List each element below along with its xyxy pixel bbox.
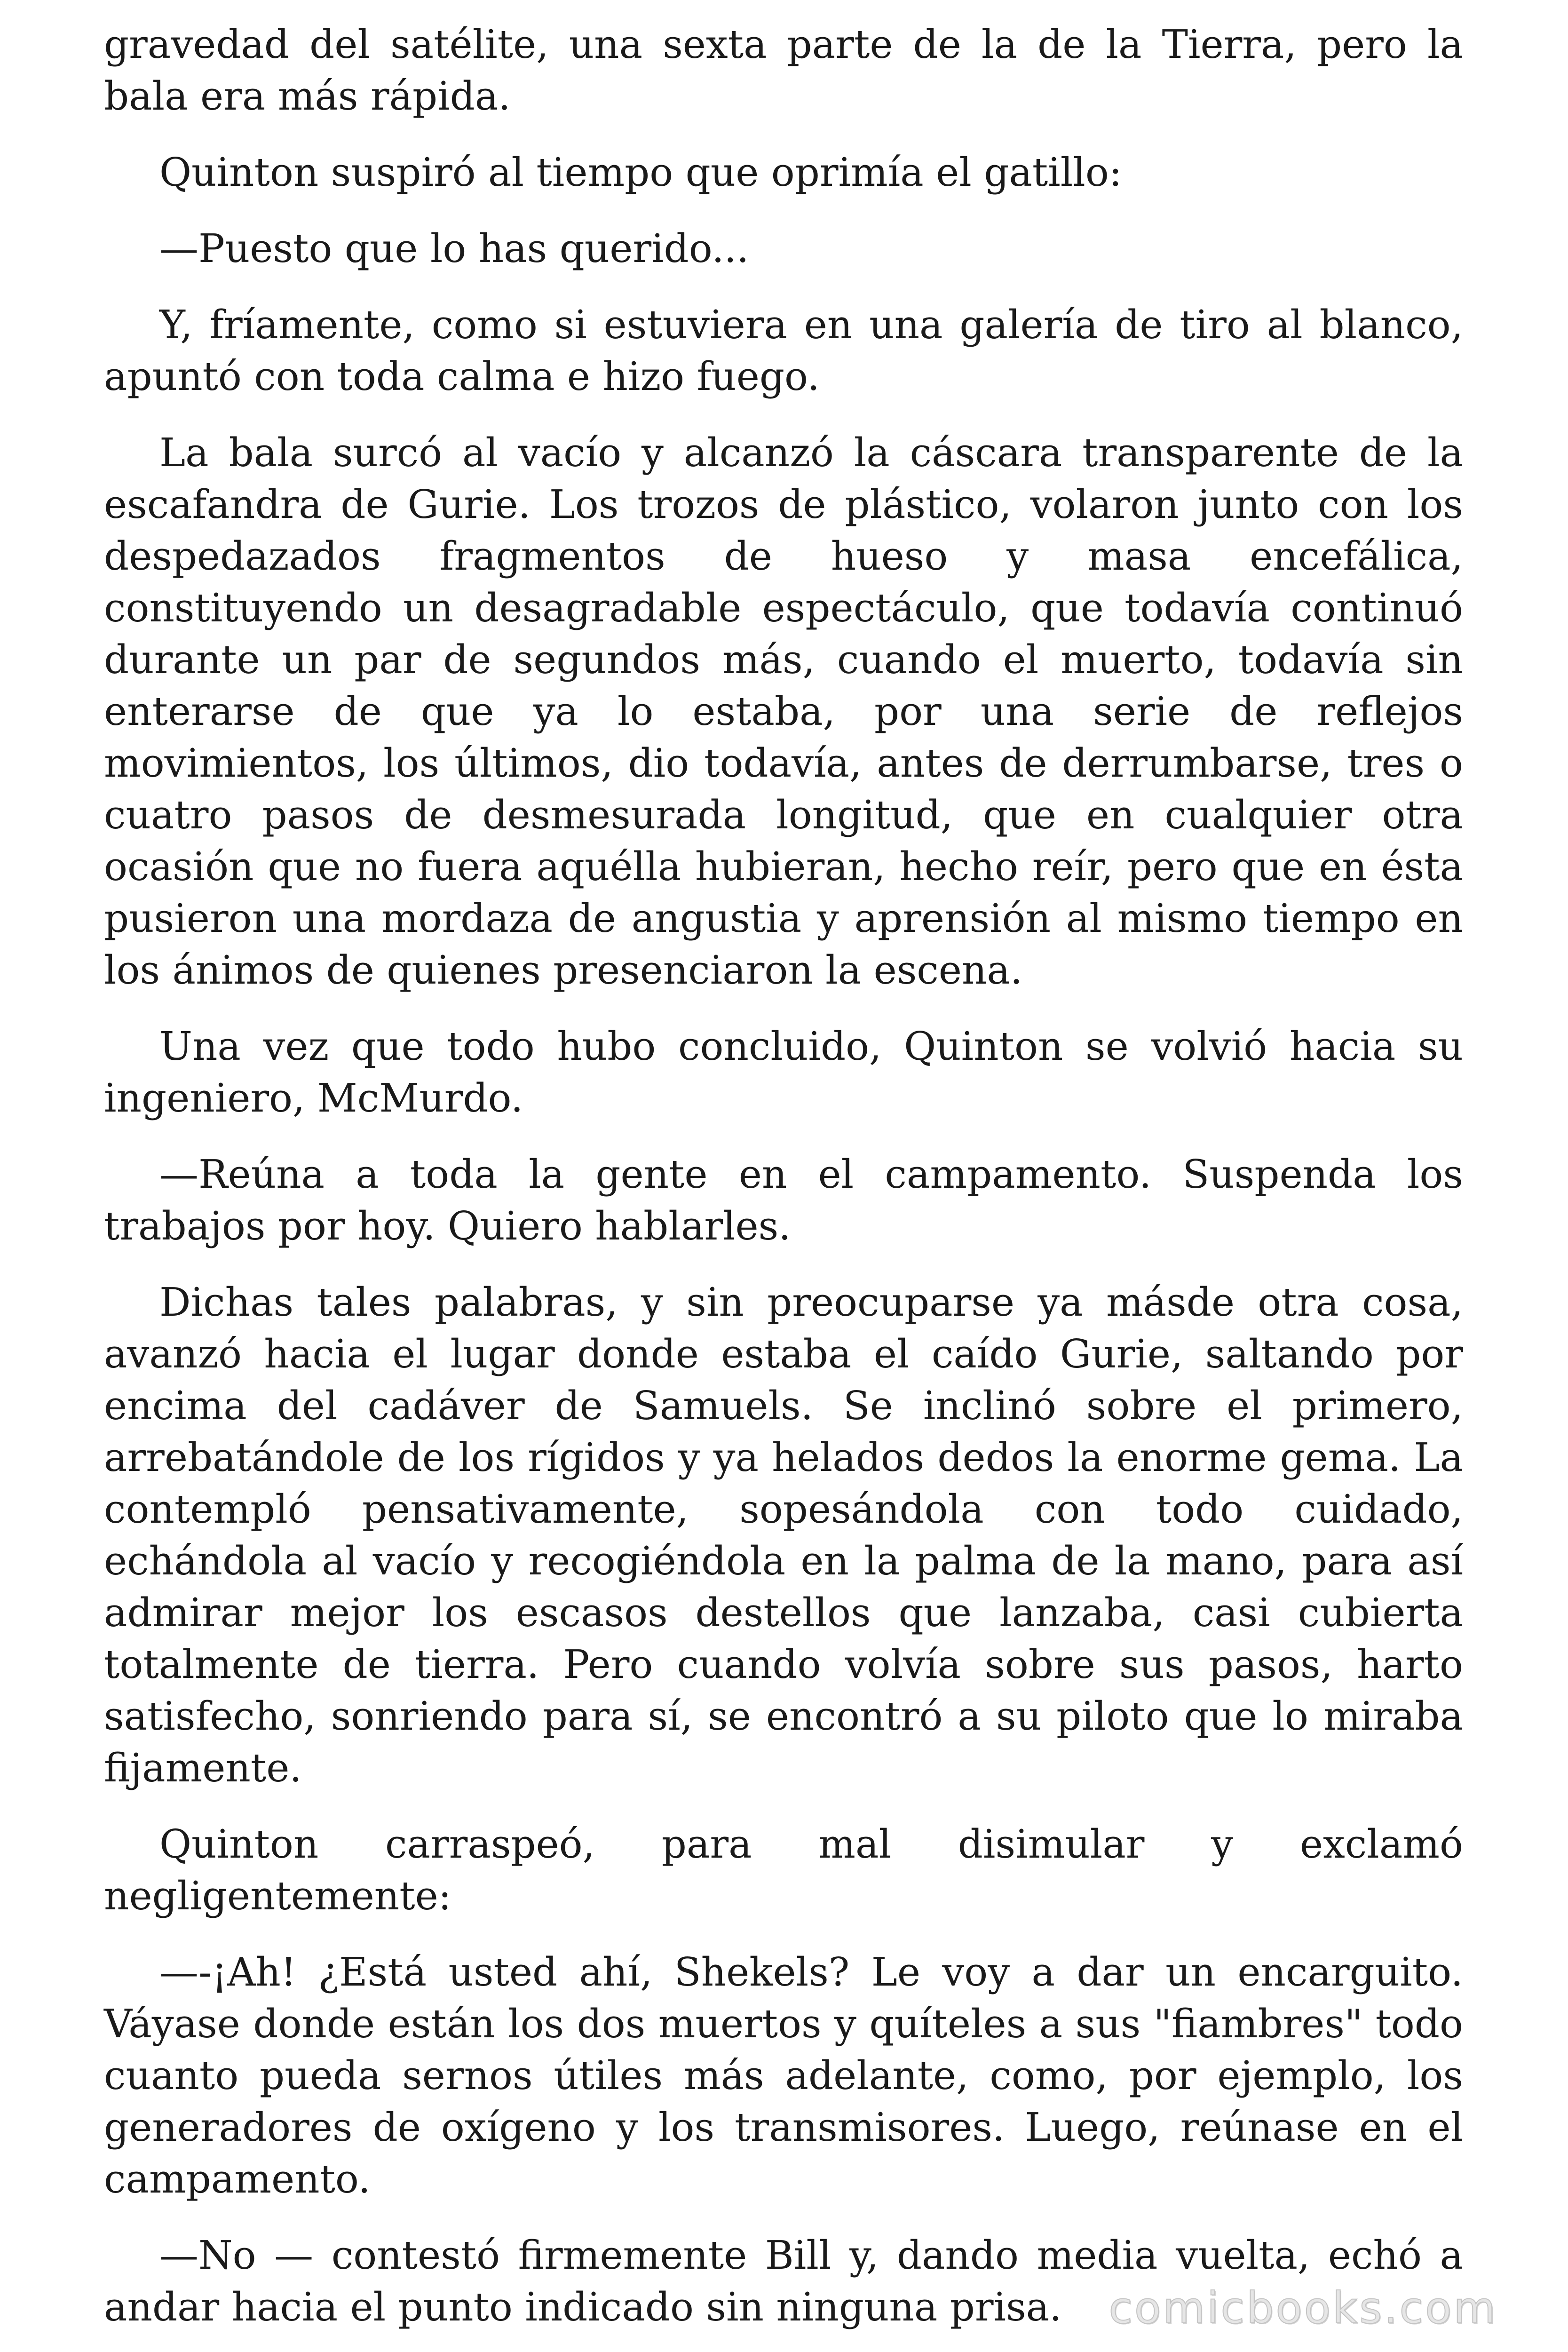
paragraph-8: Dichas tales palabras, y sin preocuparse ya másde otra cosa, avanzó hacia el lugar donde estaba el caído Gurie, saltando por encima del cadáver de Samuels. Se inclinó sobre el primero, arrebatándole de los rígidos y ya helados dedos la enorme gema. La contempló pensativamente, sopesándola con todo cuidado, echándola al vacío y recogiéndola en la palma de la mano, para así admirar mejor los escasos destellos que lanzaba, casi cubierta totalmente de tierra. Pero cuando volvía sobre sus pasos, harto satisfecho, sonriendo para sí, se encontró a su piloto que lo miraba fijamente. <box>104 1279 1463 1791</box>
watermark: comicbooks.com <box>1109 2283 1497 2333</box>
paragraph-4: Y, fríamente, como si estuviera en una galería de tiro al blanco, apuntó con toda calma e hizo fuego. <box>104 302 1463 399</box>
paragraph-6: Una vez que todo hubo concluido, Quinton se volvió hacia su ingeniero, McMurdo. <box>104 1024 1463 1121</box>
paragraph-1: gravedad del satélite, una sexta parte de la de la Tierra, pero la bala era más rápida. <box>104 22 1463 119</box>
text-column <box>104 19 1463 2352</box>
paragraph-5: La bala surcó al vacío y alcanzó la cáscara transparente de la escafandra de Gurie. Los trozos de plástico, volaron junto con los despedazados fragmentos de hueso y masa encefálica, constituyendo un desagradable espectáculo, que todavía continuó durante un par de segundos más, cuando el muerto, todavía sin enterarse de que ya lo estaba, por una serie de reflejos movimientos, los últimos, dio todavía, antes de derrumbarse, tres o cuatro pasos de desmesurada longitud, que en cualquier otra ocasión que no fuera aquélla hubieran, hecho reír, pero que en ésta pusieron una mordaza de angustia y aprensión al mismo tiempo en los ánimos de quienes presenciaron la escena. <box>104 430 1463 993</box>
paragraph-9: Quinton carraspeó, para mal disimular y exclamó negligentemente: <box>104 1821 1463 1919</box>
paragraph-7: —Reúna a toda la gente en el campamento. Suspenda los trabajos por hoy. Quiero hablarles. <box>104 1152 1463 1249</box>
paragraph-3: —Puesto que lo has querido... <box>159 226 749 271</box>
paragraph-11: —No — contestó firmemente Bill y, dando media vuelta, echó a andar hacia el punto indicado sin ninguna prisa. <box>104 2233 1463 2330</box>
paragraph-2: Quinton suspiró al tiempo que oprimía el gatillo: <box>159 150 1122 195</box>
paragraph-10: —-¡Ah! ¿Está usted ahí, Shekels? Le voy a dar un encarguito. Váyase donde están los dos muertos y quíteles a sus "fiambres" todo cuanto pueda sernos útiles más adelante, como, por ejemplo, los generadores de oxígeno y los transmisores. Luego, reúnase en el campamento. <box>104 1949 1463 2202</box>
